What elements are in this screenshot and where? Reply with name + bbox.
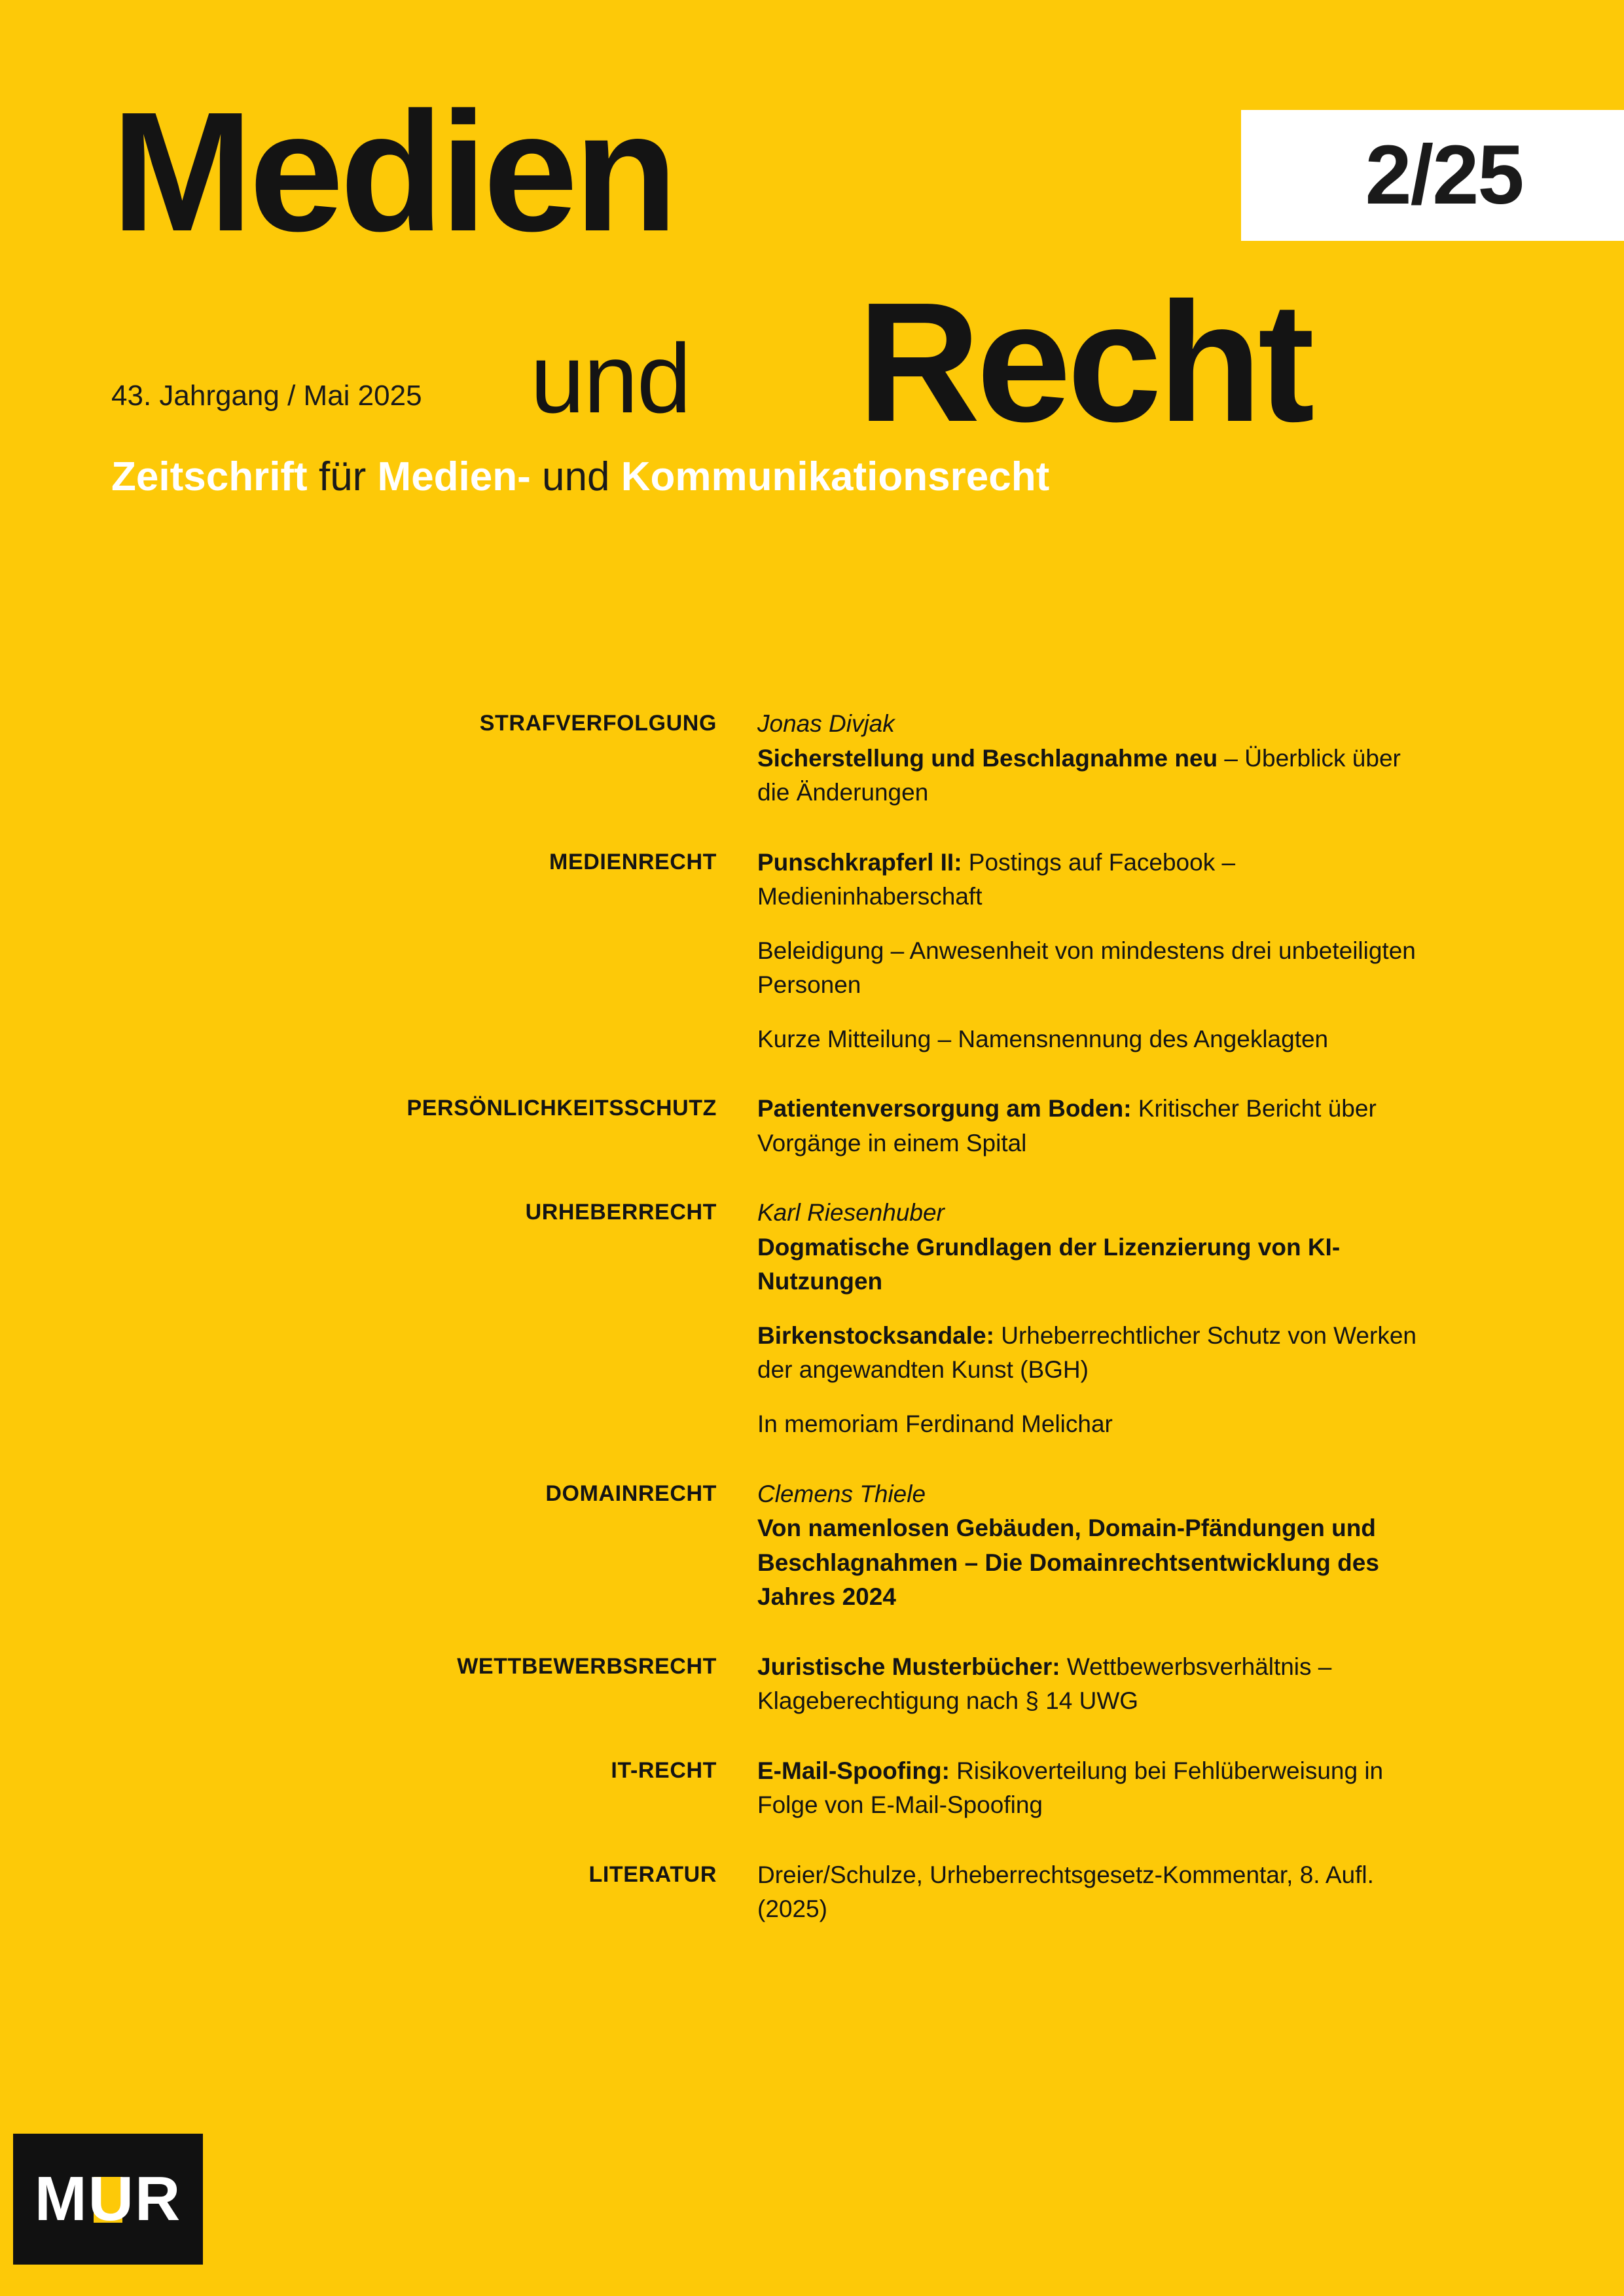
toc-entry-subtitle: Dreier/Schulze, Urheberrechtsgesetz-Kommentar, 8. Aufl. (2025) (757, 1861, 1374, 1923)
toc-category-label: WETTBEWERBSRECHT (457, 1653, 717, 1679)
subtitle-part-4: und (542, 454, 610, 499)
toc-entry-subtitle: Beleidigung – Anwesenheit von mindestens drei unbeteiligten Personen (757, 937, 1416, 999)
toc-entry-subtitle: Risikoverteilung bei Fehlüberweisung in Folge von E-Mail-Spoofing (757, 1757, 1384, 1819)
toc-section (0, 1650, 1624, 1719)
toc-section (0, 1858, 1624, 1927)
toc-entry[interactable] (757, 1022, 1425, 1057)
toc-entry-title: Sicherstellung und Beschlagnahme neu (757, 744, 1218, 772)
toc-category-label: URHEBERRECHT (525, 1200, 717, 1225)
toc-entry-title: Von namenlosen Gebäuden, Domain-Pfändungen und Beschlagnahmen – Die Domainrechtsentwicklung des Jahres 2024 (757, 1515, 1379, 1611)
toc-category-label: MEDIENRECHT (549, 849, 717, 874)
toc-entry[interactable] (757, 1477, 1425, 1615)
toc-entry-subtitle: In memoriam Ferdinand Melichar (757, 1410, 1113, 1437)
toc-entry-author: Clemens Thiele (757, 1480, 926, 1507)
toc-entry[interactable] (757, 1858, 1425, 1927)
masthead (111, 77, 1519, 499)
subtitle-part-2: für (318, 454, 367, 499)
toc-section-gap (0, 1160, 1624, 1196)
journal-title-line2 (111, 253, 1519, 457)
toc-entry-author: Jonas Divjak (757, 710, 895, 737)
toc-section-gap (0, 1442, 1624, 1477)
toc-category-label: IT-RECHT (611, 1757, 717, 1783)
table-of-contents (0, 707, 1624, 1962)
toc-category-label: DOMAINRECHT (545, 1480, 717, 1506)
logo-mark (34, 2164, 182, 2234)
journal-title-medien: Medien (111, 77, 674, 267)
toc-section-gap (0, 1823, 1624, 1858)
toc-entry-title: E-Mail-Spoofing: (757, 1757, 950, 1784)
volume-date: 43. Jahrgang / Mai 2025 (111, 380, 422, 412)
toc-entry-list (757, 846, 1425, 1057)
issue-number: 2/25 (1365, 128, 1523, 222)
toc-entry[interactable] (757, 1092, 1425, 1160)
toc-section (0, 1196, 1624, 1441)
journal-title-und: und (530, 323, 691, 433)
toc-entry[interactable] (757, 934, 1425, 1003)
toc-section (0, 1477, 1624, 1615)
toc-entry-title: Dogmatische Grundlagen der Lizenzierung von KI-Nutzungen (757, 1233, 1341, 1295)
toc-entry-list (757, 1650, 1425, 1719)
subtitle-part-1: Zeitschrift (111, 454, 308, 499)
toc-entry-title: Juristische Musterbücher: (757, 1653, 1060, 1680)
toc-section-gap (0, 1615, 1624, 1650)
toc-entry-list (757, 1092, 1425, 1160)
toc-entry-subtitle: – Überblick über die Änderungen (757, 744, 1401, 806)
toc-category-label: PERSÖNLICHKEITSSCHUTZ (406, 1096, 717, 1121)
toc-entry-list (757, 1477, 1425, 1615)
subtitle-part-3: Medien- (377, 454, 531, 499)
toc-entry-author: Karl Riesenhuber (757, 1199, 945, 1227)
toc-category-label: STRAFVERFOLGUNG (479, 711, 717, 736)
toc-entry[interactable] (757, 707, 1425, 810)
toc-entry-subtitle: Wettbewerbsverhältnis – Klageberechtigung nach § 14 UWG (757, 1653, 1332, 1715)
toc-section (0, 1754, 1624, 1823)
logo-letters: MUR (34, 2164, 182, 2234)
publisher-logo (13, 2134, 203, 2265)
toc-entry[interactable] (757, 1754, 1425, 1823)
toc-entry-title: Punschkrapferl II: (757, 848, 962, 876)
toc-category-label: LITERATUR (588, 1861, 717, 1887)
toc-entry[interactable] (757, 1650, 1425, 1719)
toc-section-gap (0, 810, 1624, 846)
toc-section-gap (0, 1927, 1624, 1962)
journal-title-recht: Recht (857, 268, 1311, 457)
toc-entry-list (757, 1196, 1425, 1441)
toc-entry[interactable] (757, 1196, 1425, 1299)
toc-entry[interactable] (757, 846, 1425, 914)
toc-entry-subtitle: Postings auf Facebook – Medieninhaberschaft (757, 848, 1236, 910)
toc-entry-list (757, 1754, 1425, 1823)
toc-section (0, 1092, 1624, 1160)
toc-entry-title: Patientenversorgung am Boden: (757, 1095, 1132, 1122)
toc-section-gap (0, 1056, 1624, 1092)
toc-entry[interactable] (757, 1319, 1425, 1388)
toc-entry-list (757, 1858, 1425, 1927)
toc-entry-list (757, 707, 1425, 810)
toc-section (0, 846, 1624, 1057)
toc-entry-subtitle: Kritischer Bericht über Vorgänge in einem Spital (757, 1095, 1377, 1157)
toc-section (0, 707, 1624, 810)
journal-subtitle (111, 455, 1049, 499)
subtitle-part-5: Kommunikationsrecht (621, 454, 1050, 499)
toc-entry-title: Birkenstocksandale: (757, 1321, 994, 1349)
toc-entry-subtitle: Urheberrechtlicher Schutz von Werken der angewandten Kunst (BGH) (757, 1321, 1416, 1384)
toc-section-gap (0, 1719, 1624, 1754)
toc-entry[interactable] (757, 1407, 1425, 1442)
toc-entry-subtitle: Kurze Mitteilung – Namensnennung des Angeklagten (757, 1025, 1329, 1052)
